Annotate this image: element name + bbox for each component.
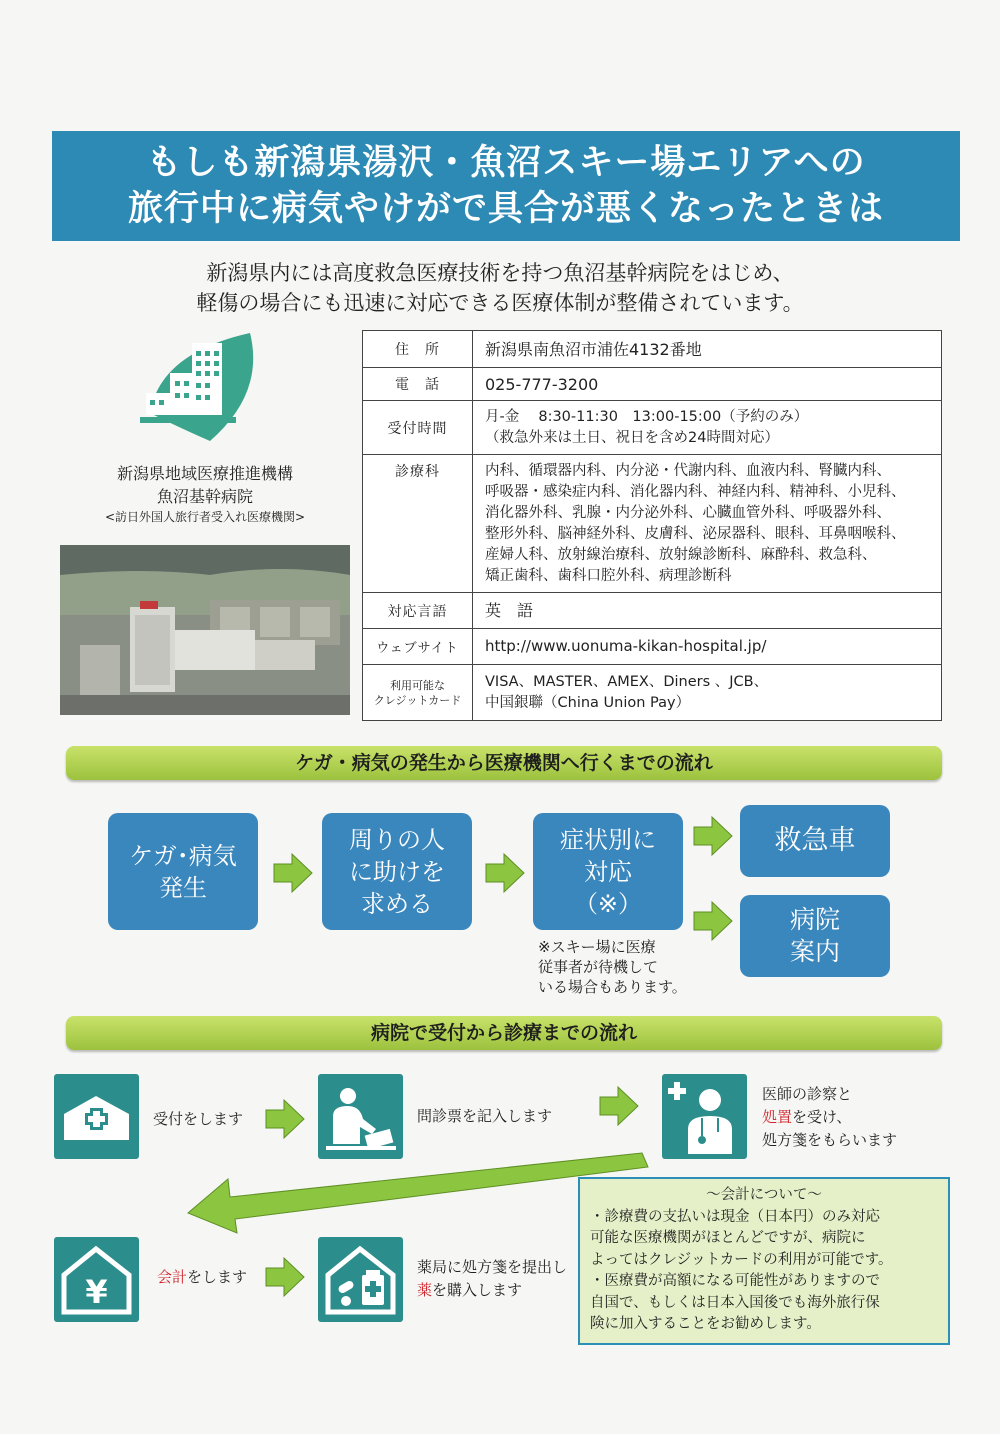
accounting-title: ～会計について～ — [706, 1187, 822, 1203]
intro-line-1: 新潟県内には高度救急医療技術を持つ魚沼基幹病院をはじめ、 — [206, 261, 794, 285]
guide-line: 病院 — [789, 905, 840, 934]
green-arrow-icon — [484, 852, 526, 894]
hospital-name — [60, 462, 350, 526]
green-arrow-icon — [264, 1098, 306, 1140]
pharmacy-icon — [318, 1237, 403, 1322]
exam-line-3: 処方箋をもらいます — [762, 1131, 898, 1149]
green-arrow-icon — [264, 1256, 306, 1298]
pharmacy-text — [417, 1256, 567, 1302]
address-label: 住 所 — [363, 331, 473, 368]
departments-value — [473, 455, 942, 593]
step-ask-for-help — [322, 813, 472, 930]
hours-row — [363, 401, 942, 455]
card-line-2: 中国銀聯（China Union Pay） — [485, 694, 691, 711]
yen-symbol: ¥ — [85, 1273, 108, 1311]
dept-line: 整形外科、脳神経外科、皮膚科、泌尿器科、眼科、耳鼻咽喉科、 — [485, 525, 906, 542]
intro-text — [0, 258, 1000, 318]
hospital-aerial-photo — [60, 545, 350, 715]
yen-payment-icon — [54, 1237, 139, 1322]
pharmacy-line-1: 薬局に処方箋を提出し — [417, 1258, 568, 1276]
hospital-info-table — [362, 330, 942, 721]
card-line-1: VISA、MASTER、AMEX、Diners 、JCB、 — [485, 673, 769, 690]
phone-label: 電 話 — [363, 368, 473, 401]
green-arrow-icon — [272, 852, 314, 894]
departments-label: 診療科 — [363, 455, 473, 593]
hospital-guide-box — [740, 895, 890, 977]
pharmacy-line-2 — [417, 1279, 567, 1302]
language-label: 対応言語 — [363, 593, 473, 629]
hospital-title: 魚沼基幹病院 — [156, 487, 253, 506]
exam-line-1: 医師の診察と — [762, 1085, 853, 1103]
treatment-highlight: 処置 — [762, 1108, 793, 1126]
language-value: 英 語 — [473, 593, 942, 629]
hours-line-2: （救急外来は土日、祝日を含め24時間対応） — [485, 429, 779, 446]
step3-line: （※） — [573, 889, 643, 918]
accounting-line: ・医療費が高額になる可能性がありますので — [590, 1273, 880, 1289]
exam-line-2 — [762, 1106, 897, 1129]
step2-line: 周りの人 — [349, 825, 445, 854]
accounting-line: よってはクレジットカードの利用が可能です。 — [590, 1251, 893, 1268]
dept-line: 矯正歯科、歯科口腔外科、病理診断科 — [485, 567, 732, 584]
hours-value — [473, 401, 942, 455]
step2-line: 求める — [361, 889, 433, 918]
accounting-info-box — [578, 1177, 950, 1345]
step3-line: 対応 — [584, 857, 632, 886]
dept-line: 消化器外科、乳腺・内分泌外科、心臓血管外科、呼吸器外科、 — [485, 504, 891, 521]
intro-line-2: 軽傷の場合にも迅速に対応できる医療体制が整備されています。 — [196, 291, 804, 315]
hospital-building-logo — [140, 333, 270, 443]
step-respond-by-symptom — [533, 813, 683, 930]
hospital-org: 新潟県地域医療推進機構 — [116, 464, 293, 483]
credit-card-value — [473, 665, 942, 721]
payment-highlight: 会計 — [157, 1268, 188, 1286]
questionnaire-text: 問診票を記入します — [417, 1107, 553, 1125]
step1-line: ケガ･病気 — [129, 841, 237, 870]
title-line-1: もしも新潟県湯沢・魚沼スキー場エリアへの — [146, 143, 866, 183]
step3-line: 症状別に — [560, 825, 656, 854]
address-row — [363, 331, 942, 368]
reception-text: 受付をします — [153, 1110, 244, 1128]
hospital-reception-icon — [54, 1074, 139, 1159]
language-row — [363, 593, 942, 629]
payment-text — [157, 1266, 247, 1289]
phone-row — [363, 368, 942, 401]
medicine-highlight: 薬 — [417, 1281, 433, 1299]
exam-text — [762, 1083, 897, 1152]
card-label-line-1: 利用可能な — [390, 678, 445, 692]
payment-rest: をします — [187, 1268, 248, 1286]
accounting-line: 険に加入することをお勧めします。 — [590, 1316, 821, 1332]
departments-row — [363, 455, 942, 593]
note-line: いる場合もあります。 — [538, 978, 687, 996]
guide-line: 案内 — [789, 937, 840, 966]
website-link[interactable]: http://www.uonuma-kikan-hospital.jp/ — [473, 629, 942, 665]
exam-line-2-rest: を受け、 — [792, 1108, 852, 1126]
ambulance-box: 救急車 — [740, 805, 890, 877]
green-arrow-icon — [692, 900, 734, 942]
note-line: ※スキー場に医療 — [538, 938, 656, 956]
step-injury-illness — [108, 813, 258, 930]
flow2-heading: 病院で受付から診療までの流れ — [66, 1016, 942, 1050]
website-row — [363, 629, 942, 665]
pharmacy-line-2-rest: を購入します — [432, 1281, 523, 1299]
flow1-note — [538, 937, 738, 997]
green-arrow-icon — [692, 815, 734, 857]
accounting-line: 自国で、もしくは日本入国後でも海外旅行保 — [590, 1294, 880, 1311]
title-banner — [52, 131, 960, 241]
credit-card-label — [363, 665, 473, 721]
dept-line: 内科、循環器内科、内分泌・代謝内科、血液内科、腎臓内科、 — [485, 462, 891, 479]
doctor-icon — [662, 1074, 747, 1159]
accounting-line: ・診療費の支払いは現金（日本円）のみ対応 — [590, 1208, 880, 1225]
green-arrow-icon — [598, 1085, 640, 1127]
address-value: 新潟県南魚沼市浦佐4132番地 — [473, 331, 942, 368]
credit-card-row — [363, 665, 942, 721]
dept-line: 呼吸器・感染症内科、消化器内科、神経内科、精神科、小児科、 — [485, 483, 906, 500]
accounting-line: 可能な医療機関がほとんどですが、病院に — [590, 1230, 866, 1246]
flow1-heading: ケガ・病気の発生から医療機関へ行くまでの流れ — [66, 746, 942, 780]
dept-line: 産婦人科、放射線治療科、放射線診断科、麻酔科、救急科、 — [485, 546, 877, 563]
phone-value: 025-777-3200 — [473, 368, 942, 401]
card-label-line-2: クレジットカード — [373, 693, 462, 707]
hospital-note: <訪日外国人旅行者受入れ医療機関> — [104, 510, 306, 524]
step1-line: 発生 — [159, 873, 207, 902]
website-label: ウェブサイト — [363, 629, 473, 665]
step2-line: に助けを — [349, 857, 445, 886]
title-line-2: 旅行中に病気やけがで具合が悪くなったときは — [127, 189, 884, 229]
hours-line-1: 月-金 8:30-11:30 13:00-15:00（予約のみ） — [485, 408, 809, 425]
note-line: 従事者が待機して — [538, 958, 659, 976]
hours-label: 受付時間 — [363, 401, 473, 455]
